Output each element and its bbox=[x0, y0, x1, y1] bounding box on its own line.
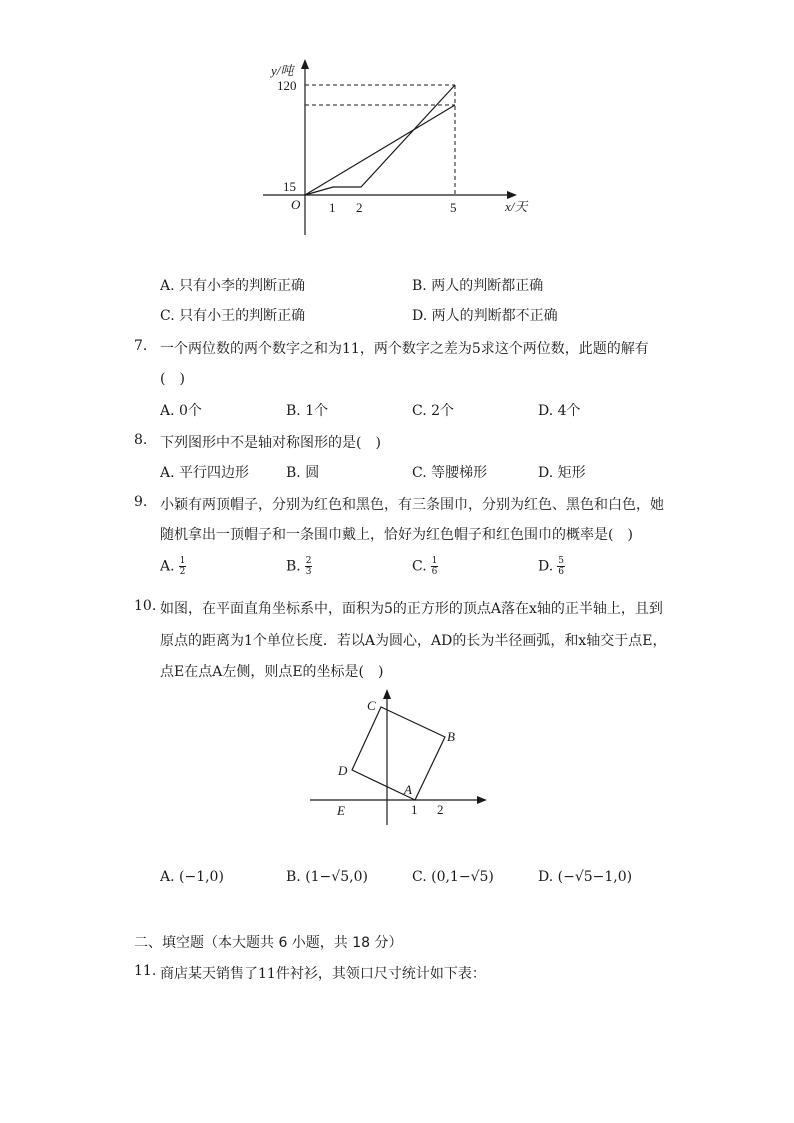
q7-option-c[interactable]: C. 2个 bbox=[412, 403, 455, 419]
q6-option-d[interactable]: D. 两人的判断都不正确 bbox=[412, 308, 558, 324]
x-tick-1: 1 bbox=[329, 200, 336, 215]
q7-option-d[interactable]: D. 4个 bbox=[538, 403, 581, 419]
numerator: 2 bbox=[305, 556, 312, 566]
q9-text-line2: 随机拿出一顶帽子和一条围巾戴上，恰好为红色帽子和红色围巾的概率是( ) bbox=[160, 527, 633, 543]
fraction bbox=[431, 556, 439, 577]
numerator: 1 bbox=[179, 556, 186, 566]
q7-text-line2: ( ) bbox=[160, 371, 185, 387]
q8-option-b[interactable]: B. 圆 bbox=[286, 465, 320, 481]
q9-option-c-letter: C. bbox=[412, 558, 427, 575]
label-c: C bbox=[367, 698, 376, 713]
q10-option-c[interactable]: C. (0,1−√5) bbox=[412, 869, 494, 885]
x-axis-arrow bbox=[477, 796, 487, 804]
q9-option-d[interactable] bbox=[538, 556, 565, 577]
section-heading: 二、填空题（本大题共 6 小题，共 18 分） bbox=[134, 935, 403, 951]
line-piecewise bbox=[305, 85, 455, 195]
square-abcd bbox=[352, 707, 445, 800]
q10-option-d[interactable]: D. (−√5−1,0) bbox=[538, 869, 633, 885]
q8-option-a[interactable]: A. 平行四边形 bbox=[160, 465, 250, 481]
label-e: E bbox=[337, 803, 345, 818]
q6-option-b[interactable]: B. 两人的判断都正确 bbox=[412, 278, 544, 294]
label-a: A bbox=[404, 782, 412, 797]
q11-text: 商店某天销售了11件衬衫，其领口尺寸统计如下表： bbox=[160, 966, 486, 982]
fraction bbox=[305, 556, 313, 577]
y-axis-label: y/吨 bbox=[271, 63, 294, 78]
tick-2: 2 bbox=[437, 802, 444, 817]
q9-text-line1: 小颖有两顶帽子，分别为红色和黑色，有三条围巾，分别为红色、黑色和白色，她 bbox=[160, 497, 664, 513]
q9-option-a-letter: A. bbox=[160, 558, 175, 575]
q6-option-a[interactable]: A. 只有小李的判断正确 bbox=[160, 278, 306, 294]
tick-1: 1 bbox=[411, 802, 418, 817]
q9-option-c[interactable] bbox=[412, 556, 438, 577]
y-tick-120: 120 bbox=[277, 78, 297, 93]
numerator: 5 bbox=[558, 556, 564, 566]
q7-option-b[interactable]: B. 1个 bbox=[286, 403, 329, 419]
x-axis-arrow bbox=[507, 191, 517, 199]
q6-graph bbox=[255, 55, 545, 240]
q8-text: 下列图形中不是轴对称图形的是( ) bbox=[160, 435, 381, 451]
q9-option-a[interactable] bbox=[160, 556, 186, 577]
q9-option-b[interactable] bbox=[286, 556, 312, 577]
q8-number: 8. bbox=[134, 432, 148, 448]
q10-option-b[interactable]: B. (1−√5,0) bbox=[286, 869, 368, 885]
denominator: 2 bbox=[179, 567, 186, 577]
q10-number: 10. bbox=[134, 598, 157, 614]
q10-text-line1: 如图，在平面直角坐标系中，面积为5的正方形的顶点A落在x轴的正半轴上，且到 bbox=[160, 601, 663, 617]
q10-text-line2: 原点的距离为1个单位长度．若以A为圆心，AD的长为半径画弧，和x轴交于点E， bbox=[160, 633, 667, 649]
q9-option-b-letter: B. bbox=[286, 558, 301, 575]
y-axis-arrow bbox=[301, 59, 309, 69]
q10-text-line3: 点E在点A左侧，则点E的坐标是( ) bbox=[160, 664, 384, 680]
q9-option-d-letter: D. bbox=[538, 558, 554, 575]
line-straight bbox=[305, 105, 455, 195]
q7-option-a[interactable]: A. 0个 bbox=[160, 403, 202, 419]
label-d: D bbox=[338, 763, 348, 778]
label-b: B bbox=[447, 729, 455, 744]
q11-number: 11. bbox=[134, 963, 157, 979]
q7-number: 7. bbox=[134, 338, 148, 354]
q10-figure bbox=[305, 685, 495, 830]
y-tick-15: 15 bbox=[283, 179, 296, 194]
y-axis-arrow bbox=[383, 689, 391, 699]
numerator: 1 bbox=[431, 556, 438, 566]
q8-option-c[interactable]: C. 等腰梯形 bbox=[412, 465, 488, 481]
q6-option-c[interactable]: C. 只有小王的判断正确 bbox=[160, 308, 306, 324]
origin-label: O bbox=[291, 197, 301, 212]
q7-text-line1: 一个两位数的两个数字之和为11，两个数字之差为5求这个两位数，此题的解有 bbox=[160, 341, 649, 357]
x-tick-2: 2 bbox=[356, 200, 363, 215]
fraction bbox=[557, 556, 565, 577]
q9-number: 9. bbox=[134, 494, 148, 510]
x-tick-5: 5 bbox=[450, 200, 457, 215]
denominator: 6 bbox=[558, 567, 564, 577]
x-axis-label: x/天 bbox=[505, 199, 528, 214]
denominator: 3 bbox=[305, 567, 312, 577]
q8-option-d[interactable]: D. 矩形 bbox=[538, 465, 586, 481]
q10-option-a[interactable]: A. (−1,0) bbox=[160, 869, 224, 885]
denominator: 6 bbox=[431, 567, 438, 577]
fraction bbox=[179, 556, 187, 577]
